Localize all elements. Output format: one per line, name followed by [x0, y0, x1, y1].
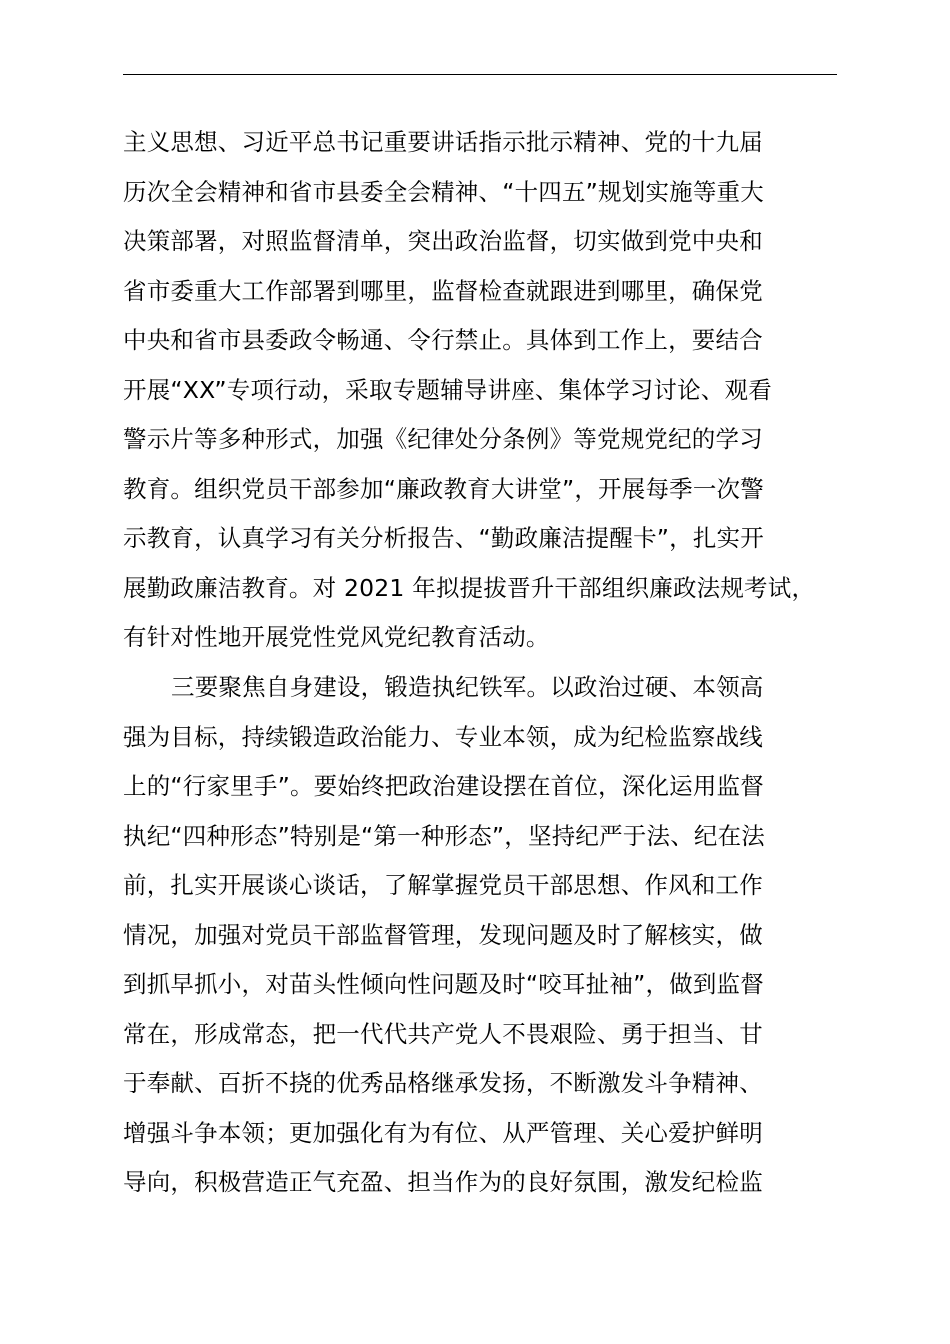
text-line: 省市委重大工作部署到哪里，监督检查就跟进到哪里，确保党: [123, 276, 763, 305]
text-line: 增强斗争本领；更加强化有为有位、从严管理、关心爱护鲜明: [123, 1118, 763, 1147]
text-line: 于奉献、百折不挠的优秀品格继承发扬，不断激发斗争精神、: [123, 1069, 763, 1098]
text-line: 教育。组织党员干部参加“廉政教育大讲堂”，开展每季一次警: [123, 474, 764, 503]
text-line: 主义思想、习近平总书记重要讲话指示批示精神、党的十九届: [123, 128, 763, 156]
text-line: 强为目标，持续锻造政治能力、专业本领，成为纪检监察战线: [123, 722, 763, 751]
text-line: 导向，积极营造正气充盈、担当作为的良好氛围，激发纪检监: [123, 1168, 763, 1197]
header-rule: [123, 74, 837, 75]
document-body: [123, 118, 863, 1208]
text-line: 情况，加强对党员干部监督管理，发现问题及时了解核实，做: [123, 920, 763, 949]
text-line: 有针对性地开展党性党风党纪教育活动。: [123, 623, 550, 652]
text-line: 警示片等多种形式，加强《纪律处分条例》等党规党纪的学习: [123, 425, 763, 454]
text-line: 常在，形成常态，把一代代共产党人不畏艰险、勇于担当、甘: [123, 1019, 763, 1048]
text-line: 到抓早抓小，对苗头性倾向性问题及时“咬耳扯袖”，做到监督: [123, 970, 764, 999]
text-line: 前，扎实开展谈心谈话，了解掌握党员干部思想、作风和工作: [123, 871, 763, 900]
text-line: 示教育，认真学习有关分析报告、“勤政廉洁提醒卡”，扎实开: [123, 524, 764, 553]
text-line: 开展“XX”专项行动，采取专题辅导讲座、集体学习讨论、观看: [123, 375, 772, 404]
paragraph-start-line: 三要聚焦自身建设，锻造执纪铁军。以政治过硬、本领高: [171, 673, 764, 702]
text-line: 中央和省市县委政令畅通、令行禁止。具体到工作上，要结合: [123, 326, 763, 355]
text-line: 历次全会精神和省市县委全会精神、“十四五”规划实施等重大: [123, 177, 764, 206]
text-line: 展勤政廉洁教育。对 2021 年拟提拔晋升干部组织廉政法规考试，: [123, 573, 816, 602]
text-line: 执纪“四种形态”特别是“第一种形态”，坚持纪严于法、纪在法: [123, 821, 765, 850]
text-line: 决策部署，对照监督清单，突出政治监督，切实做到党中央和: [123, 227, 763, 256]
text-line: 上的“行家里手”。要始终把政治建设摆在首位，深化运用监督: [123, 772, 764, 801]
